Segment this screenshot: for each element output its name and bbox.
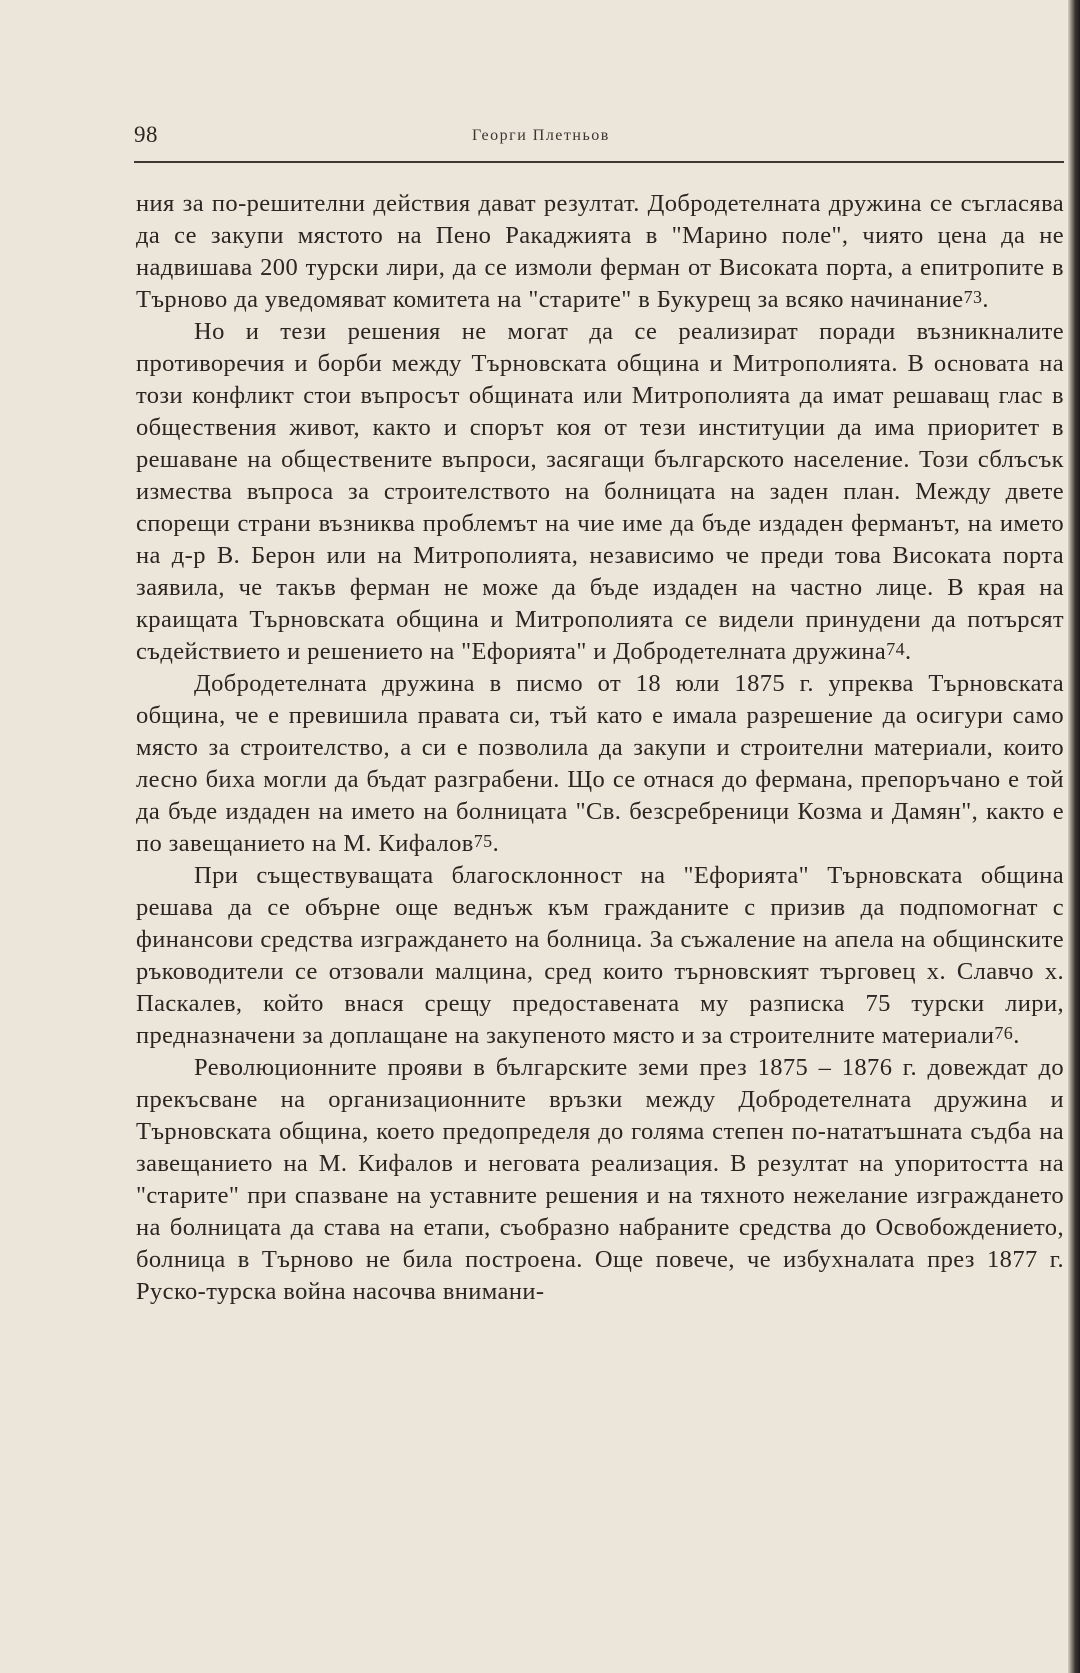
footnote-ref: 74 [886,639,905,659]
page-edge-shadow [1068,0,1080,1673]
paragraph [136,1052,1064,1308]
footnote-ref: 76 [994,1023,1014,1043]
paragraph-text: . [492,830,500,857]
paragraph-text: Добродетелната дружина в писмо от 18 юли 1875 г. упреква Търновската община, че е превишила правата си, тъй като е имала разрешение да осигури само място за строителство, а си е позволила да закупи и строителни материали, които лесно биха могли да бъдат разграбени. Що се отнася до фермана, препоръчано е той да бъде издаден на името на болницата "Св. безсребреници Козма и Дамян", както е по завещанието на М. Кифалов [136,670,1064,857]
page-number: 98 [134,122,158,147]
paragraph [136,668,1064,860]
footnote-ref: 75 [473,831,493,851]
paragraph-text: Но и тези решения не могат да се реализират поради възникналите противоречия и борби между Търновската община и Митрополията. В основата на този конфликт стои въпросът общината или Митрополията да имат решаващ глас в обществения живот, както и спорът коя от тези институции да има приоритет в решаване на обществените въпроси, засягащи българското население. Този сблъсък измества въпроса за строителството на болницата на заден план. Между двете спорещи страни възниква проблемът на чие име да бъде издаден ферманът, на името на д-р В. Берон или на Митрополията, независимо че преди това Високата порта заявила, че такъв ферман не може да бъде издаден на частно лице. В края на краищата Търновската община и Митрополията се видели принудени да потърсят съдействието и решението на "Ефорията" и Добродетелната дружина [136,318,1064,665]
paragraph-text: . [905,638,912,665]
running-head: Георги Плетньов [472,127,610,144]
paragraph-text: . [1013,1022,1020,1049]
paragraph-text: . [982,286,989,313]
paragraph-text: ния за по-решителни действия дават резултат. Добродетелната дружина се съгласява да се закупи мястото на Пено Ракаджията в "Марино поле", чиято цена да не надвишава 200 турски лири, да се измоли ферман от Високата порта, а епитропите в Търново да уведомяват комитета на "старите" в Букурещ за всяко начинание [136,190,1064,313]
page-header [134,118,1064,148]
paragraph-text: При съществуващата благосклонност на "Ефорията" Търновската община решава да се обърне още веднъж към гражданите с призив да подпомогнат с финансови средства изграждането на болница. За съжаление на апела на общинските ръководители се отзовали малцина, сред които търновският търговец х. Славчо х. Паскалев, който внася срещу предоставената му разписка 75 турски лири, предназначени за доплащане на закупеното място и за строителните материали [136,862,1064,1049]
body-text [136,188,1064,1308]
paragraph [136,316,1064,668]
paragraph [136,188,1064,316]
paragraph-text: Революционните прояви в българските земи през 1875 – 1876 г. довеждат до прекъсване на организационните връзки между Добродетелната дружина и Търновската община, което предопределя до голяма степен по-нататъшната съдба на завещанието на М. Кифалов и неговата реализация. В резултат на упоритостта на "старите" при спазване на уставните решения и на тяхното нежелание изграждането на болницата да става на етапи, съобразно набраните средства до Освобождението, болница в Търново не била построена. Още повече, че избухналата през 1877 г. Руско-турска война насочва внимани- [136,1054,1064,1305]
paragraph [136,860,1064,1052]
header-rule [134,161,1064,163]
footnote-ref: 73 [963,287,983,307]
